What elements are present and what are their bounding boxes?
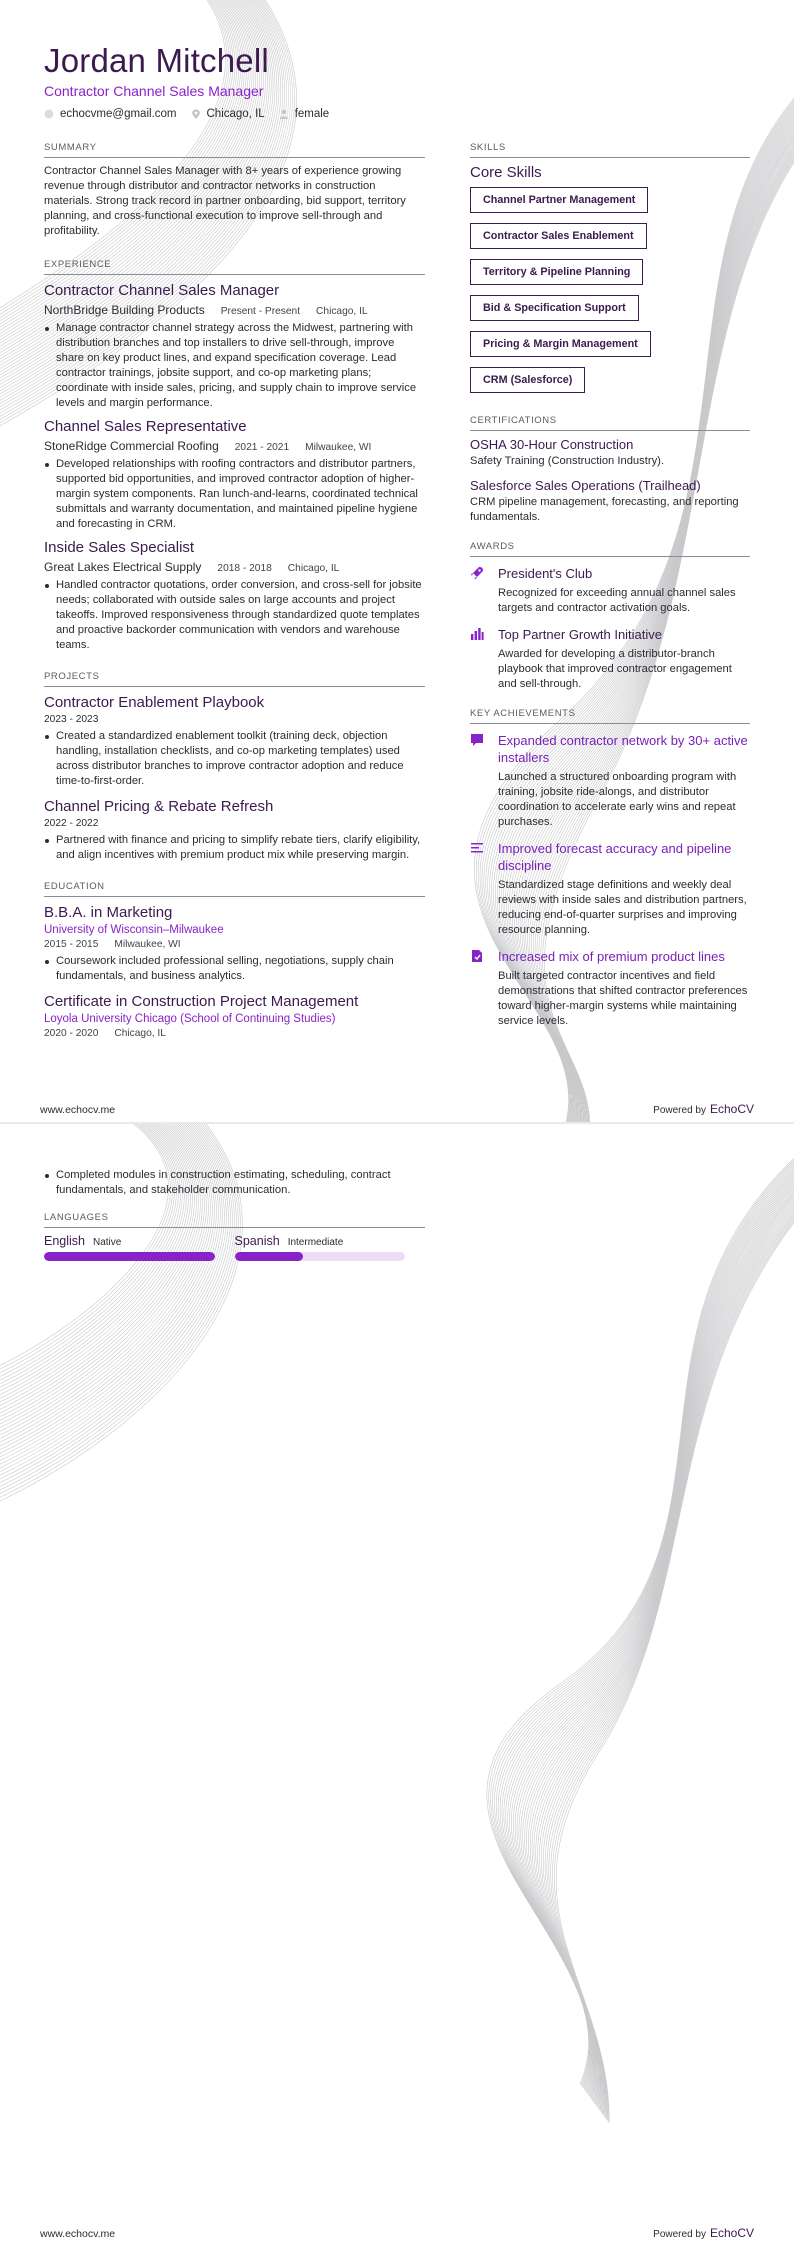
project-item [44,693,425,789]
skills-section [470,142,750,403]
education-meta [44,939,425,950]
resume-page-2 [0,1124,794,2246]
location-pin-icon [191,109,201,119]
achievement-title: Increased mix of premium product lines [498,949,725,964]
job-company: NorthBridge Building Products [44,303,205,317]
resume-page-1 [0,0,794,1122]
languages-section [44,1212,425,1261]
gender-text: female [294,108,330,120]
award-desc: Recognized for exceeding annual channel sales targets and contractor activation goals. [498,587,736,614]
powered-by-text: Powered by [653,1105,706,1116]
rocket-icon [470,566,484,580]
skills-heading: SKILLS [470,142,750,158]
job-meta [44,439,425,453]
education-dates: 2015 - 2015 [44,939,99,950]
education-bullet: Completed modules in construction estimating, scheduling, contract fundamentals, and stakeholder communication. [44,1168,425,1198]
footer-url[interactable]: www.echocv.me [40,2228,116,2240]
footer-powered [653,2226,754,2240]
person-icon [279,109,289,119]
award-desc: Awarded for developing a distributor-branch playbook that improved contractor engagement and sell-through. [498,648,732,690]
achievement-item [470,732,750,830]
project-bullet: Partnered with finance and pricing to simplify rebate tiers, clarify eligibility, and align incentives with premium product mix while preserving margin. [44,833,425,863]
job-location: Chicago, IL [287,563,340,574]
language-name: English [44,1234,85,1248]
education-section [44,881,425,1039]
language-bar [44,1252,215,1261]
footer-url[interactable]: www.echocv.me [40,1104,116,1116]
achievement-desc: Built targeted contractor incentives and field demonstrations that shifted contractor preferences toward higher-margin systems while maintaining service levels. [498,970,748,1027]
job-location: Milwaukee, WI [305,442,372,453]
summary-heading: SUMMARY [44,142,425,158]
contact-gender [279,108,330,120]
language-item [235,1234,406,1261]
language-name: Spanish [234,1234,280,1248]
awards-heading: AWARDS [470,541,750,557]
school-name: University of Wisconsin–Milwaukee [44,924,224,936]
job-dates: 2021 - 2021 [234,442,290,453]
education-meta [44,1028,425,1039]
candidate-name: Jordan Mitchell [44,42,269,79]
language-level: Native [93,1237,122,1248]
certifications-section [470,415,750,525]
bar-chart-icon [470,627,484,641]
job-meta [44,560,425,574]
education-item [44,903,425,984]
job-bullet: Handled contractor quotations, order conversion, and cross-sell for jobsite needs; collaborated with outside sales on large accounts and project takeoffs. Improved responsiveness through standardized quote templates and proactive backorder communication with vendors and warehouse teams. [44,578,425,653]
job-meta [44,303,425,317]
award-title: Top Partner Growth Initiative [498,627,663,642]
award-title: President's Club [498,566,593,581]
email-icon [44,109,54,119]
job-location: Chicago, IL [316,306,368,317]
list-lines-icon [470,841,484,855]
job-bullet: Developed relationships with roofing contractors and distributor partners, supported bid opportunities, and improved contractor adoption of higher-margin system components. Ran lunch-and-learns, coordinated technical submittals and warranty documentation, and maintained pipeline hygiene and forecasting in CRM. [44,457,425,532]
document-icon [470,949,484,963]
skill-tag: Territory & Pipeline Planning [470,259,643,285]
contact-row [44,108,343,120]
contact-location [191,108,265,120]
skill-tag: Bid & Specification Support [470,295,639,321]
email-text: echocvme@gmail.com [60,108,177,120]
certifications-heading: CERTIFICATIONS [470,415,750,431]
certification-desc: Safety Training (Construction Industry). [470,455,664,467]
language-bar-fill [235,1252,303,1261]
job-dates: Present - Present [220,306,301,317]
school-name: Loyola University Chicago (School of Continuing Studies) [44,1013,336,1025]
skills-group-title: Core Skills [470,164,542,181]
language-bar-fill [44,1252,215,1261]
experience-section [44,259,425,653]
project-dates: 2022 - 2022 [44,818,99,829]
achievement-item [470,948,750,1029]
language-bar [235,1252,406,1261]
achievement-desc: Launched a structured onboarding program with training, jobsite ride-alongs, and distributor coordination to accelerate early wins and repeat purchases. [498,771,737,828]
projects-section [44,671,425,863]
job-title: Inside Sales Specialist [44,539,195,556]
job-bullets [44,321,425,411]
languages-heading: LANGUAGES [44,1212,425,1228]
job-bullet: Manage contractor channel strategy across the Midwest, partnering with distribution branches and top installers to drive sell-through, improve share on key product lines, and expand specification coverage. Lead contractor trainings, jobsite support, and co-op marketing plans; coordinate with inside sales, pricing, and supply chain to improve service levels and margin performance. [44,321,425,411]
languages-row [44,1234,425,1261]
education-location: Milwaukee, WI [114,939,181,950]
award-item [470,565,750,616]
degree-title: B.B.A. in Marketing [44,904,173,921]
degree-title: Certificate in Construction Project Management [44,993,359,1010]
job-title: Channel Sales Representative [44,418,247,435]
right-column [470,142,750,1029]
skill-tag: CRM (Salesforce) [470,367,585,393]
summary-section [44,142,425,239]
summary-text: Contractor Channel Sales Manager with 8+ years of experience growing revenue through distributor and contractor networks in construction materials. Strong track record in partner onboarding, bid support, territory planning, and cross-functional execution to improve sell-through and profitability. [44,165,406,237]
skill-tag: Contractor Sales Enablement [470,223,647,249]
language-level: Intermediate [287,1237,344,1248]
education-bullets [44,954,425,984]
achievements-heading: KEY ACHIEVEMENTS [470,708,750,724]
awards-section [470,541,750,692]
candidate-title: Contractor Channel Sales Manager [44,83,264,99]
education-bullet: Coursework included professional selling, negotiations, supply chain fundamentals, and business analytics. [44,954,425,984]
brand-logo-text[interactable]: EchoCV [709,1102,754,1116]
experience-heading: EXPERIENCE [44,259,425,275]
job-dates: 2018 - 2018 [217,563,272,574]
project-title: Channel Pricing & Rebate Refresh [44,798,274,815]
project-bullets [44,729,425,789]
certification-desc: CRM pipeline management, forecasting, and reporting fundamentals. [470,496,739,523]
education-bullets-continued [44,1168,425,1198]
powered-by-text: Powered by [653,2229,706,2240]
contact-email[interactable] [44,108,177,120]
project-bullet: Created a standardized enablement toolkit (training deck, objection handling, installation checklists, and co-op marketing templates) used across distributor branches to improve contractor adoption and reduce time-to-first-order. [44,729,425,789]
skill-tag: Channel Partner Management [470,187,648,213]
job-company: Great Lakes Electrical Supply [44,560,202,574]
brand-logo-text[interactable]: EchoCV [709,2226,754,2240]
certification-title: Salesforce Sales Operations (Trailhead) [470,478,701,493]
achievement-title: Expanded contractor network by 30+ active installers [498,733,748,765]
left-column [44,142,425,1039]
certification-item [470,478,750,525]
certification-item [470,437,750,469]
award-item [470,626,750,692]
project-item [44,797,425,863]
location-text: Chicago, IL [206,108,265,120]
skill-tags [470,187,750,403]
achievement-desc: Standardized stage definitions and weekly deal reviews with inside sales and distribution partners, reducing end-of-quarter surprises and improving resource planning. [498,879,747,936]
achievements-section [470,708,750,1029]
chat-bubble-icon [470,733,484,747]
experience-item [44,281,425,411]
projects-heading: PROJECTS [44,671,425,687]
education-dates: 2020 - 2020 [44,1028,99,1039]
job-company: StoneRidge Commercial Roofing [44,439,219,453]
project-title: Contractor Enablement Playbook [44,694,265,711]
skill-tag: Pricing & Margin Management [470,331,651,357]
job-bullets [44,457,425,532]
achievement-item [470,840,750,938]
education-location: Chicago, IL [114,1028,166,1039]
education-heading: EDUCATION [44,881,425,897]
education-item [44,992,425,1039]
footer-powered [653,1102,754,1116]
project-bullets [44,833,425,863]
achievement-title: Improved forecast accuracy and pipeline discipline [498,841,732,873]
job-title: Contractor Channel Sales Manager [44,282,280,299]
certification-title: OSHA 30-Hour Construction [470,437,634,452]
project-dates: 2023 - 2023 [44,714,99,725]
job-bullets [44,578,425,653]
language-item [44,1234,215,1261]
experience-item [44,538,425,653]
left-column-continued [44,1164,425,1261]
experience-item [44,417,425,532]
